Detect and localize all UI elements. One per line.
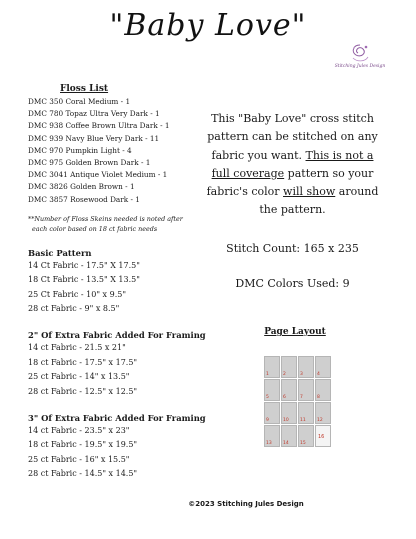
- floss-note: [28, 214, 228, 234]
- floss-note-line: **Number of Floss Skeins needed is noted after: [28, 214, 183, 223]
- pattern-title: "Baby Love": [109, 8, 307, 43]
- floss-item: DMC 939 Navy Blue Very Dark - 11: [28, 133, 160, 143]
- page-thumbnail: [264, 402, 280, 424]
- floss-item: DMC 975 Golden Brown Dark - 1: [28, 158, 151, 168]
- fabric-size: 14 ct Fabric - 21.5 x 21": [28, 343, 126, 353]
- page-thumbnail: [315, 379, 331, 401]
- page-number: 16: [318, 434, 325, 440]
- stitch-count: Stitch Count: 165 x 235: [226, 241, 359, 255]
- section-title: Basic Pattern: [28, 247, 92, 258]
- floss-item: DMC 938 Coffee Brown Ultra Dark - 1: [28, 121, 170, 131]
- floss-item: DMC 970 Pumpkin Light - 4: [28, 145, 132, 155]
- page-number: 1: [266, 372, 269, 377]
- page-number: 8: [317, 395, 320, 400]
- page-thumbnail: [281, 379, 297, 401]
- page-number: 3: [300, 372, 303, 377]
- page-number: 12: [317, 418, 323, 423]
- page-number: 4: [317, 372, 320, 377]
- page-thumbnail: [281, 356, 297, 378]
- fabric-section-2in: [28, 330, 228, 399]
- fabric-size: 25 Ct Fabric - 10" x 9.5": [28, 289, 127, 299]
- page-thumbnail: [315, 356, 331, 378]
- copyright-footer: ©2023 Stitching Jules Design: [188, 500, 304, 508]
- page-layout-grid: [264, 356, 330, 452]
- page-number: 9: [266, 418, 269, 423]
- page-number: 15: [300, 441, 306, 446]
- fabric-size: 25 ct Fabric - 14" x 13.5": [28, 372, 130, 382]
- page-thumbnail: [298, 379, 314, 401]
- fabric-size: 28 ct Fabric - 14.5" x 14.5": [28, 469, 138, 479]
- fabric-size: 18 Ct Fabric - 13.5" X 13.5": [28, 275, 140, 285]
- fabric-section-basic: [28, 248, 228, 317]
- dmc-colors-used: DMC Colors Used: 9: [235, 276, 350, 290]
- floss-list: [28, 96, 228, 206]
- right-column: [205, 110, 380, 290]
- brand-logo: [330, 42, 390, 78]
- description-text: pattern so your fabric's color: [206, 166, 374, 199]
- left-column: [28, 84, 228, 482]
- page-number: 7: [300, 395, 303, 400]
- fabric-section-3in: [28, 413, 228, 482]
- fabric-size: 28 ct Fabric - 9" x 8.5": [28, 304, 120, 314]
- page-thumbnail: [264, 379, 280, 401]
- description-text: This "Baby Love" cross stitch pattern can be stitched on any fabric you want.: [207, 112, 378, 162]
- page-thumbnail: [315, 402, 331, 424]
- page-layout-title: Page Layout: [264, 327, 326, 337]
- page-thumbnail: [298, 425, 314, 447]
- page-thumbnail: [315, 425, 331, 447]
- fabric-size: 14 Ct Fabric - 17.5" X 17.5": [28, 260, 140, 270]
- page-thumbnail: [281, 425, 297, 447]
- description-underline: This is not a full coverage: [211, 148, 374, 180]
- fabric-size: 25 ct Fabric - 16" x 15.5": [28, 454, 130, 464]
- floss-list-title: Floss List: [60, 84, 109, 94]
- page-number: 5: [266, 395, 269, 400]
- pattern-description: [205, 110, 380, 220]
- floss-item: DMC 3857 Rosewood Dark - 1: [28, 194, 140, 204]
- description-underline: will show: [283, 185, 336, 199]
- page-number: 6: [283, 395, 286, 400]
- fabric-size: 28 ct Fabric - 12.5" x 12.5": [28, 386, 138, 396]
- page-number: 2: [283, 372, 286, 377]
- section-title: 3" Of Extra Fabric Added For Framing: [28, 413, 206, 424]
- page-thumbnail: [264, 356, 280, 378]
- floss-item: DMC 3826 Golden Brown - 1: [28, 182, 135, 192]
- fabric-size: 14 ct Fabric - 23.5" x 23": [28, 426, 130, 436]
- page-number: 10: [283, 418, 289, 423]
- page-thumbnail: [264, 425, 280, 447]
- floss-item: DMC 3041 Antique Violet Medium - 1: [28, 170, 168, 180]
- section-title: 2" Of Extra Fabric Added For Framing: [28, 330, 206, 341]
- logo-text: Stitching Jules Design: [334, 64, 386, 69]
- page-number: 13: [266, 441, 272, 446]
- fabric-size: 18 ct Fabric - 17.5" x 17.5": [28, 357, 138, 367]
- description-text: around the pattern.: [259, 185, 379, 217]
- fabric-size: 18 ct Fabric - 19.5" x 19.5": [28, 440, 138, 450]
- floss-note-line: each color based on 18 ct fabric needs: [32, 224, 158, 233]
- floss-item: DMC 780 Topaz Ultra Very Dark - 1: [28, 109, 160, 119]
- page-number: 11: [300, 418, 306, 423]
- page-thumbnail: [298, 356, 314, 378]
- page-number: 14: [283, 441, 289, 446]
- thread-swirl-icon: [347, 42, 373, 64]
- floss-item: DMC 350 Coral Medium - 1: [28, 97, 131, 106]
- page-thumbnail: [298, 402, 314, 424]
- page-thumbnail: [281, 402, 297, 424]
